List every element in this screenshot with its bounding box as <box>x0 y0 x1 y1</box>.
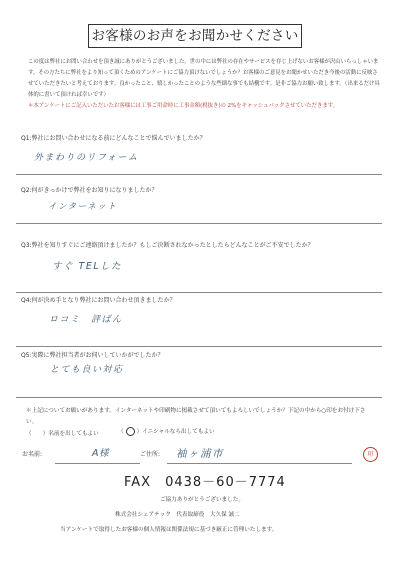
question-3-answer[interactable]: すぐ TELした <box>52 261 123 272</box>
address-label: ご住所: <box>140 451 161 458</box>
question-5-answer[interactable]: とても良い対応 <box>50 365 124 375</box>
address-underline <box>167 463 352 464</box>
consent-text: ＊上記についてお願いがあります。インターネットや印刷物に掲載させて頂いてもよろしいでしょうか？下記の中から○印をお付け下さい。 <box>26 408 366 425</box>
question-2-label: Q2:何がきっかけで弊社をお知りになりましたか？ <box>21 187 158 194</box>
consent-option-initial-label: イニシャルなら出してもよい <box>142 429 215 435</box>
question-3-label: Q3:弊社を知りすぐにご連絡頂けましたか？もしご決断されなかったとしたらどんなことがご不安でしたか？ <box>21 242 314 249</box>
name-value[interactable]: A様 <box>92 448 109 459</box>
selected-circle-icon <box>126 427 135 436</box>
address-value[interactable]: 袖ヶ浦市 <box>176 448 224 460</box>
consent-option-initial-close: ） <box>136 429 143 435</box>
consent-option-name-bracket: （ ） <box>26 431 49 437</box>
consent-option-name-label: 名前を出してもよい <box>48 431 99 437</box>
consent-option-name[interactable] <box>26 429 99 437</box>
company-text: 株式会社シェアテック 代表取締役 大久保 誠二 <box>115 512 240 518</box>
question-5-line <box>16 397 382 398</box>
privacy-text: 当アンケートで取得したお客様の個人情報は関係法規に基づき厳正に管理いたします。 <box>60 527 278 533</box>
question-1-line <box>16 174 382 175</box>
intro-text <box>28 57 383 112</box>
intro-paragraph: この度は弊社にお問い合わせを頂き誠にありがとうございました。世の中には弊社の存在やサービスを存じ上げないお客様が沢山いらっしゃいます。その方たちに弊社をより知って頂くためのアンケートにご協力頂けないでしょうか？お客様のご意見をお聞かせいただき今後の活動に反映させていただきたいと考えております。良かったこと、嬉しかったことのような些細な事でも結構です。是非ご協力お願い致します。（出来るだけ具体的に書いて頂ければ幸いです） <box>28 59 380 98</box>
question-1-label: Q1:弊社にお問い合わせになる前にどんなことで悩んでいましたか？ <box>21 135 206 142</box>
question-2-answer[interactable]: インターネット <box>48 202 118 212</box>
thanks-text: ご協力ありがとうございました。 <box>160 497 244 503</box>
name-label: お名前: <box>22 451 43 458</box>
fax-number: FAX 0438－60－7774 <box>124 475 286 490</box>
question-4-label: Q4:何が決め手となり弊社にお問い合わせ頂きましたか？ <box>21 297 176 304</box>
cashback-note: ＊本アンケートにご記入いただいたお客様には工事ご用命時に工事金額(税抜き)の 2%をキャッシュバックさせていただきます。 <box>28 103 339 109</box>
question-3-line <box>16 292 382 293</box>
consent-option-initial-open: （ <box>118 429 124 435</box>
question-4-answer[interactable]: ロコミ 評ばん <box>49 315 123 325</box>
question-4-line <box>16 346 382 347</box>
question-1-answer[interactable]: 外まわりのリフォーム <box>34 153 139 163</box>
company-seal-icon: 印 <box>363 447 378 462</box>
consent-option-initial[interactable] <box>118 427 215 436</box>
page-title: お客様のお声をお聞かせください <box>88 24 302 48</box>
name-underline <box>55 463 140 464</box>
question-2-line <box>16 223 382 224</box>
question-5-label: Q5:実際に弊社担当者がお伺いしていかがでしたか？ <box>21 352 164 359</box>
